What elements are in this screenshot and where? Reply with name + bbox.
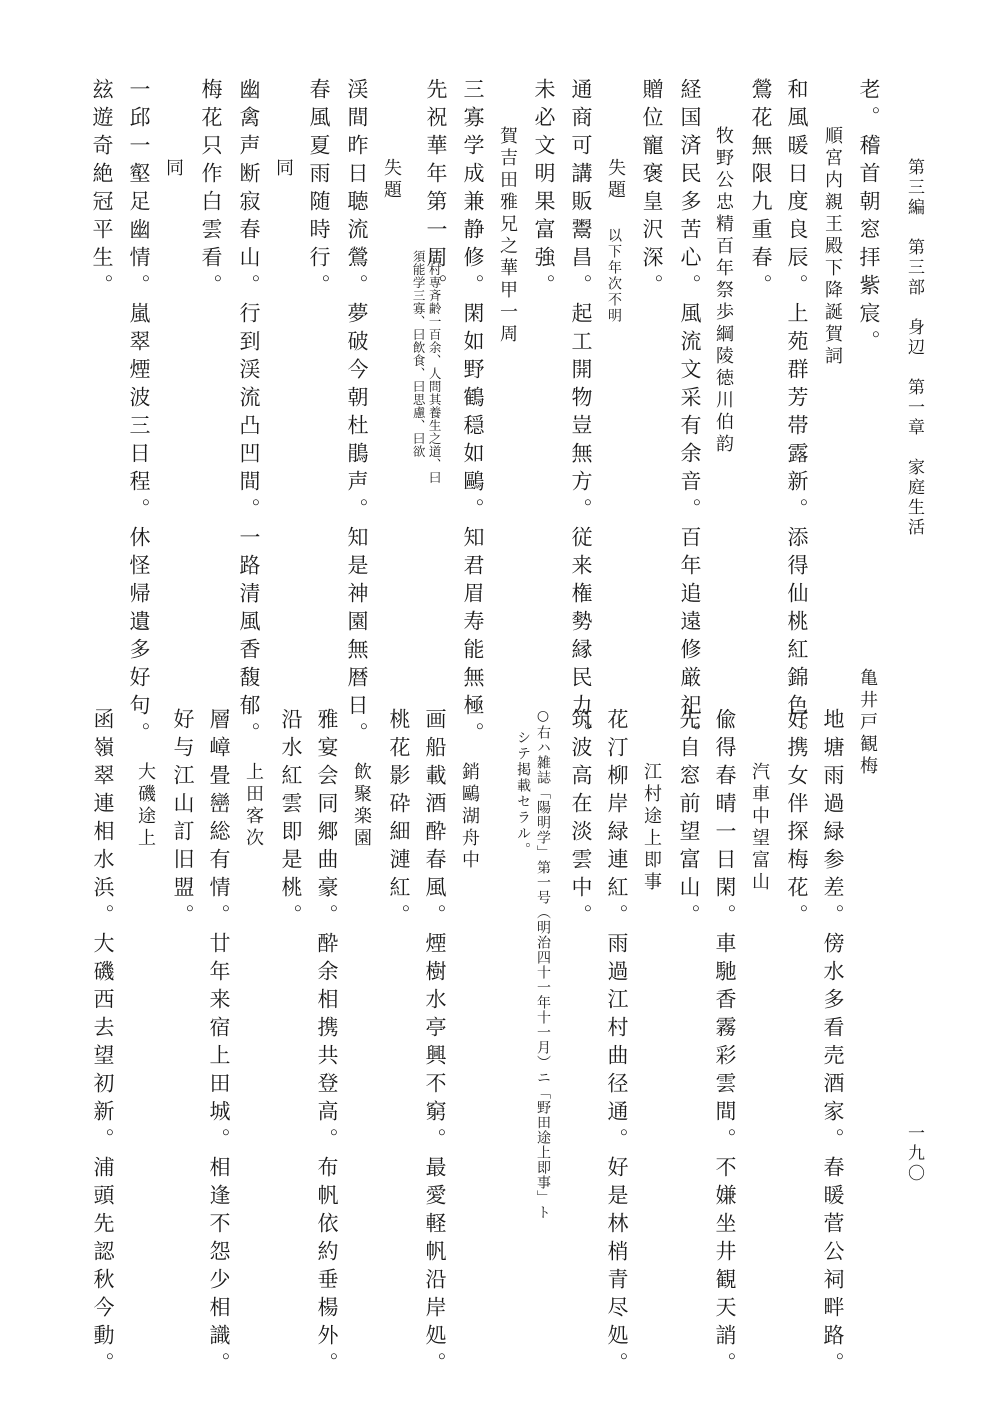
- poem-line: 未必文明果富強。: [532, 78, 556, 302]
- poem-line: 春風夏雨随時行。: [307, 78, 331, 302]
- poem-line: 好携女伴探梅花。: [785, 708, 809, 932]
- poem-title: 同: [163, 158, 184, 180]
- poem-line: 鶯花無限九重春。: [749, 78, 773, 302]
- poem-line: 梅花只作白雲看。: [199, 78, 223, 302]
- poem-line: 地塘雨過緑参差。傍水多看売酒家。春暖菅公祠畔路。: [821, 708, 845, 1380]
- poem-line: 桃花影砕細漣紅。: [387, 708, 411, 932]
- poem-title: 亀井戸観梅: [857, 668, 878, 778]
- poem-note: 江村専斉齢一百余、人問其養生之道、曰: [427, 250, 443, 484]
- poem-title: 大磯途上: [135, 762, 156, 850]
- poem-line: 偸得春晴一日閑。車馳香霧彩雲間。不嫌坐井観天誚。: [713, 708, 737, 1380]
- poem-line: 雅宴会同郷曲豪。酔余相携共登高。布帆依約垂楊外。: [315, 708, 339, 1380]
- poem-title: 江村途上即事: [641, 762, 662, 894]
- poem-line: 沿水紅雲即是桃。: [279, 708, 303, 932]
- poem-line: 三寡学成兼静修。閑如野鶴穏如鷗。知君眉寿能無極。: [461, 78, 485, 750]
- poem-line: 花汀柳岸緑連紅。雨過江村曲径通。好是林梢青尽処。: [605, 708, 629, 1380]
- editor-note: ○右ハ雑誌「陽明学」第一号（明治四十一年十一月）ニ「野田途上即事」ト: [535, 708, 551, 1220]
- poem-title: 飲聚楽園: [351, 762, 372, 850]
- poem-line: 先自窓前望富山。: [677, 708, 701, 932]
- poem-line: 好与江山訂旧盟。: [171, 708, 195, 932]
- poem-line: 渓間昨日聴流鶯。夢破今朝杜鵑声。知是神園無暦日。: [345, 78, 369, 750]
- poem-line: 贈位寵褒皇沢深。: [640, 78, 664, 302]
- page-number: 一九〇: [904, 1124, 924, 1184]
- poem-title: 賀吉田雅兄之華甲一周: [497, 126, 518, 346]
- poem-line: 通商可講販鬻昌。起工開物豈無方。従来権勢縁民力。: [569, 78, 593, 750]
- running-head: 第三編 第三部 身辺 第一章 家庭生活: [904, 158, 924, 538]
- poem-title: 失題: [605, 158, 626, 202]
- poem-line: 層嶂畳巒総有情。廿年来宿上田城。相逢不怨少相識。: [207, 708, 231, 1380]
- poem-line: 一邱一壑足幽情。嵐翠煙波三日程。休怪帰遺多好句。: [127, 78, 151, 750]
- poem-line: 経国済民多苦心。風流文采有余音。百年追遠修厳祀。: [678, 78, 702, 750]
- poem-line: 玆遊奇絶冠平生。: [90, 78, 114, 302]
- poem-title: 銷鷗湖舟中: [459, 762, 480, 872]
- poem-title: 牧野公忠精百年祭歩綱陵徳川伯韵: [713, 126, 734, 456]
- poem-title: 同: [273, 158, 294, 180]
- poem-line: 筑波高在淡雲中。: [569, 708, 593, 932]
- poem-title: 失題: [381, 158, 402, 202]
- poem-note: 須能学三寡、曰飲食、曰思慮、曰欲: [411, 250, 427, 458]
- poem-line: 和風暖日度良辰。上苑群芳帯露新。添得仙桃紅錦色。: [785, 78, 809, 750]
- poem-title: 汽車中望富山: [749, 762, 770, 894]
- poem-line: 画船載酒酔春風。煙樹水亭興不窮。最愛軽帆沿岸処。: [423, 708, 447, 1380]
- poem-title: 上田客次: [243, 762, 264, 850]
- poem-note: 以下年次不明: [606, 228, 622, 324]
- editor-note: シテ掲載セラル。: [515, 730, 531, 858]
- poem-title: 順宮内親王殿下降誕賀詞: [822, 126, 843, 368]
- poem-line: 函嶺翠連相水浜。大磯西去望初新。浦頭先認秋今動。: [91, 708, 115, 1380]
- poem-line: 先祝華年第一周。: [424, 78, 448, 302]
- poem-line: 幽禽声断寂春山。行到渓流凸凹間。一路清風香馥郁。: [237, 78, 261, 750]
- poem-line: 老。稽首朝窓拝紫宸。: [857, 78, 881, 358]
